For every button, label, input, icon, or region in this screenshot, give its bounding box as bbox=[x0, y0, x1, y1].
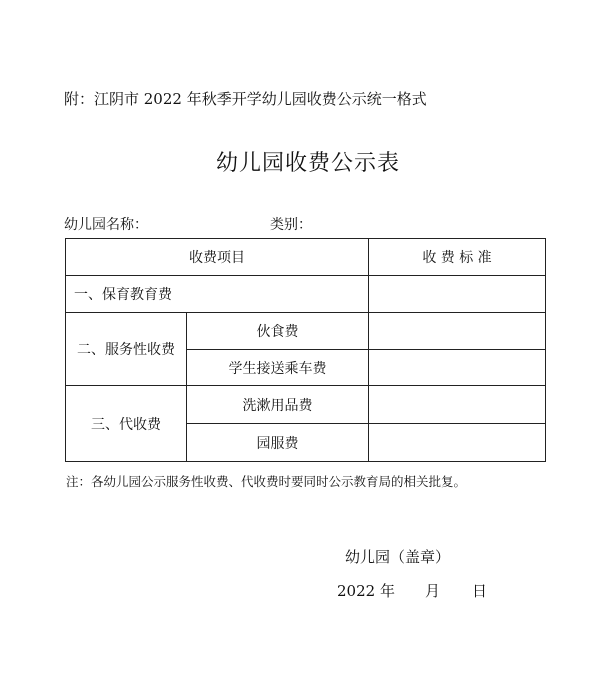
page-title: 幼儿园收费公示表 bbox=[215, 151, 400, 176]
table-header-row bbox=[66, 239, 546, 276]
row-uniform-fee: 园服费 bbox=[187, 424, 369, 462]
bus-fee-standard-cell[interactable] bbox=[369, 350, 546, 386]
category-label: 类别： bbox=[270, 217, 312, 233]
meal-fee-standard-cell[interactable] bbox=[369, 313, 546, 350]
seal-label: 幼儿园（盖章） bbox=[345, 548, 451, 566]
header-fee-item: 收费项目 bbox=[66, 239, 369, 276]
row-proxy-group: 三、代收费 bbox=[66, 386, 187, 462]
table-row bbox=[66, 313, 546, 350]
table-row bbox=[66, 276, 546, 313]
row-bus-fee: 学生接送乘车费 bbox=[187, 350, 369, 386]
date-day: 日 bbox=[471, 582, 487, 600]
header-fee-standard: 收 费 标 准 bbox=[369, 239, 546, 276]
date-month: 月 bbox=[424, 582, 440, 600]
kindergarten-name-label: 幼儿园名称： bbox=[64, 217, 148, 233]
header-note: 附：江阴市 2022 年秋季开学幼儿园收费公示统一格式 bbox=[64, 90, 427, 108]
uniform-fee-standard-cell[interactable] bbox=[369, 424, 546, 462]
toiletries-fee-standard-cell[interactable] bbox=[369, 386, 546, 424]
date-line bbox=[337, 580, 487, 601]
education-fee-standard-cell[interactable] bbox=[369, 276, 546, 313]
footnote: 注：各幼儿园公示服务性收费、代收费时要同时公示教育局的相关批复。 bbox=[66, 474, 467, 489]
row-toiletries-fee: 洗漱用品费 bbox=[187, 386, 369, 424]
row-service-group: 二、服务性收费 bbox=[66, 313, 187, 386]
row-meal-fee: 伙食费 bbox=[187, 313, 369, 350]
table-row bbox=[66, 386, 546, 424]
row-education-fee: 一、保育教育费 bbox=[66, 276, 369, 313]
fee-table bbox=[65, 238, 546, 462]
date-year: 2022 年 bbox=[337, 582, 395, 600]
